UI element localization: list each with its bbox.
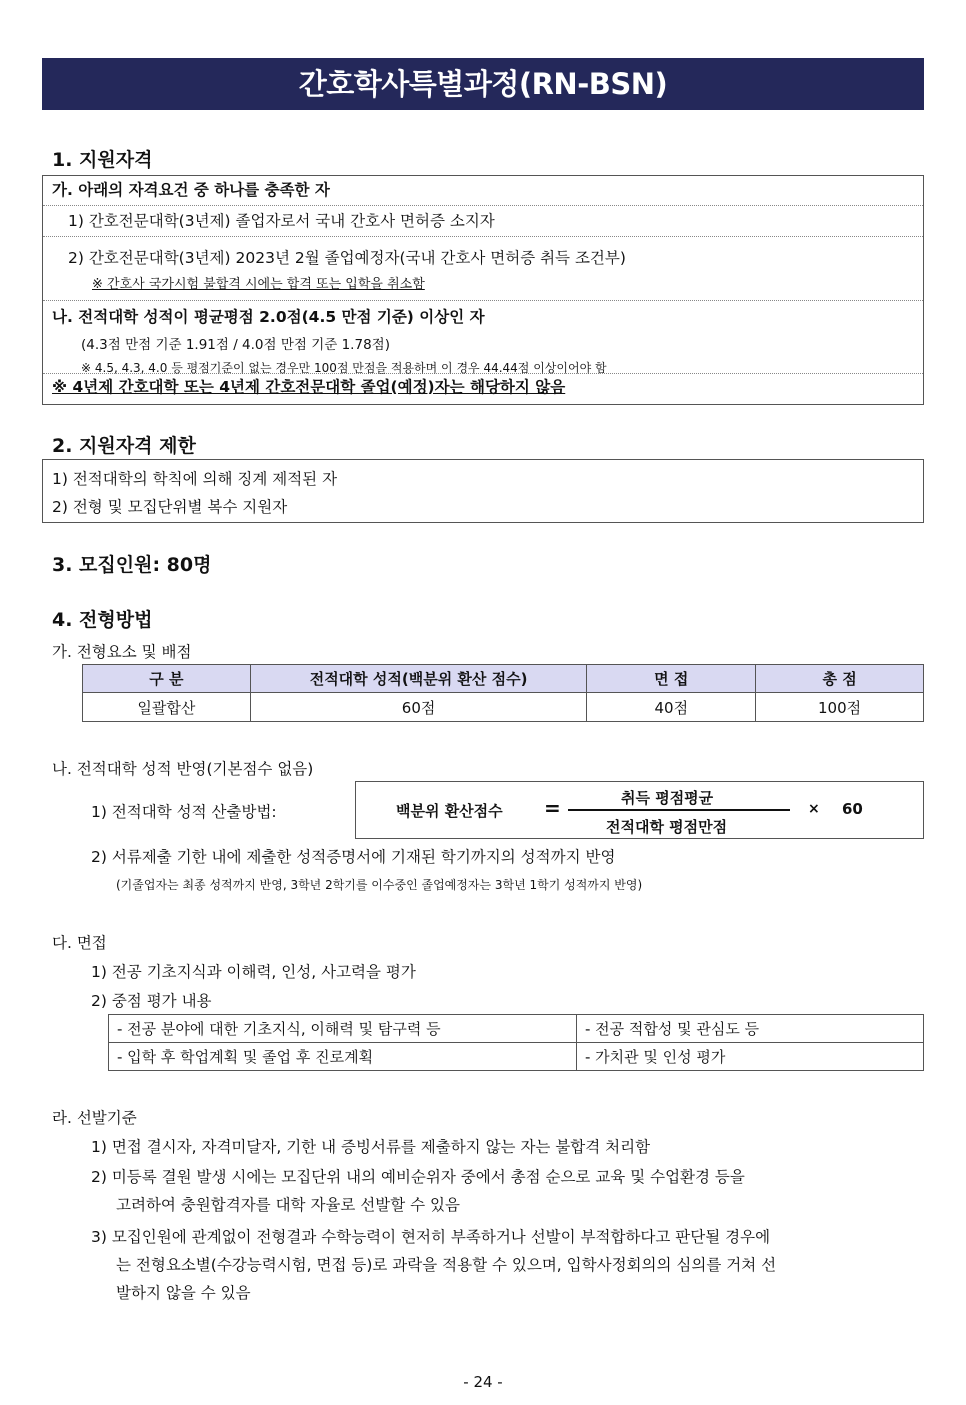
criteria-row [109,1015,924,1043]
restriction-box [42,459,924,523]
grade-formula [355,781,924,839]
eligibility-note: ※ 4년제 간호대학 또는 4년제 간호전문대학 졸업(예정)자는 해당하지 않음 [52,378,566,396]
page-number: - 24 - [463,1373,503,1391]
score-table [82,664,924,722]
section-3-heading: 3. 모집인원: 80명 [52,554,212,576]
interview-item-2: 2) 중점 평가 내용 [91,992,212,1010]
grade-reflect-note: (기졸업자는 최종 성적까지 반영, 3학년 2학기를 이수중인 졸업예정자는 3학년 1학기 성적까지 반영) [116,878,643,892]
eligibility-b-sub-2: ※ 4.5, 4.3, 4.0 등 평점기준이 없는 경우만 100점 만점을 적용하며 이 경우 44.44점 이상이어야 함 [81,361,607,375]
interview-item-1: 1) 전공 기초지식과 이해력, 인성, 사고력을 평가 [91,963,416,981]
score-cell-category: 일괄합산 [83,693,251,722]
selection-criteria-item-3-line-2: 는 전형요소별(수강능력시험, 면접 등)로 과락을 적용할 수 있으며, 입학사정회의의 심의를 거쳐 선 [116,1256,777,1274]
restriction-item-1: 1) 전적대학의 학칙에 의해 징계 제적된 자 [52,470,338,488]
formula-equals: = [544,796,561,820]
formula-factor: 60 [842,800,863,818]
eligibility-b-sub-1: (4.3점 만점 기준 1.91점 / 4.0점 만점 기준 1.78점) [81,337,390,353]
eligibility-a-item-2 [43,237,923,301]
formula-denominator: 전적대학 평점만점 [606,818,728,836]
score-header-interview: 면 접 [587,665,756,693]
eligibility-a-item-1: 1) 간호전문대학(3년제) 졸업자로서 국내 간호사 면허증 소지자 [43,206,923,237]
interview-criteria-table [108,1014,924,1071]
criteria-cell: - 전공 분야에 대한 기초지식, 이해력 및 탐구력 등 [109,1015,577,1043]
score-table-row [83,693,924,722]
score-header-transcript: 전적대학 성적(백분위 환산 점수) [250,665,587,693]
eligibility-b-header: 나. 전적대학 성적이 평균평점 2.0점(4.5 만점 기준) 이상인 자 [52,308,485,326]
formula-lhs: 백분위 환산점수 [396,802,503,820]
eligibility-a-item-2-note: ※ 간호사 국가시험 불합격 시에는 합격 또는 입학을 취소함 [92,277,425,292]
restriction-item-2: 2) 전형 및 모집단위별 복수 지원자 [52,498,288,516]
section-1-heading: 1. 지원자격 [52,149,153,171]
eligibility-a-item-2-text: 2) 간호전문대학(3년제) 2023년 2월 졸업예정자(국내 간호사 면허증 취득 조건부) [68,249,626,267]
score-table-header [83,665,924,693]
score-cell-transcript: 60점 [250,693,587,722]
criteria-cell: - 가치관 및 인성 평가 [577,1043,924,1071]
section-2-heading: 2. 지원자격 제한 [52,435,196,457]
section-4-heading: 4. 전형방법 [52,609,153,631]
score-header-total: 총 점 [756,665,924,693]
selection-criteria-item-3-line-1: 3) 모집인원에 관계없이 전형결과 수학능력이 현저히 부족하거나 선발이 부적합하다고 판단될 경우에 [91,1228,771,1246]
formula-times: × [808,801,820,817]
selection-criteria-item-1: 1) 면접 결시자, 자격미달자, 기한 내 증빙서류를 제출하지 않는 자는 불합격 처리함 [91,1138,651,1156]
criteria-cell: - 입학 후 학업계획 및 졸업 후 진로계획 [109,1043,577,1071]
eligibility-b [43,301,923,374]
selection-criteria-item-2-line-2: 고려하여 충원합격자를 대학 자율로 선발할 수 있음 [116,1196,460,1214]
criteria-row [109,1043,924,1071]
formula-numerator: 취득 평점평균 [621,789,714,807]
eligibility-a-header: 가. 아래의 자격요건 중 하나를 충족한 자 [43,176,923,206]
selection-criteria-item-2-line-1: 2) 미등록 결원 발생 시에는 모집단위 내의 예비순위자 중에서 총점 순으로 교육 및 수업환경 등을 [91,1168,745,1186]
selection-a-label: 가. 전형요소 및 배점 [52,643,192,661]
selection-b-label: 나. 전적대학 성적 반영(기본점수 없음) [52,760,314,778]
interview-label: 다. 면접 [52,934,107,952]
grade-reflect-text: 2) 서류제출 기한 내에 제출한 성적증명서에 기재된 학기까지의 성적까지 반영 [91,848,616,866]
score-cell-total: 100점 [756,693,924,722]
grade-method-label: 1) 전적대학 성적 산출방법: [91,803,277,821]
score-cell-interview: 40점 [587,693,756,722]
criteria-cell: - 전공 적합성 및 관심도 등 [577,1015,924,1043]
page-title: 간호학사특별과정(RN-BSN) [42,58,924,110]
selection-criteria-label: 라. 선발기준 [52,1109,137,1127]
formula-fraction-bar [568,809,790,811]
score-header-category: 구 분 [83,665,251,693]
selection-criteria-item-3-line-3: 발하지 않을 수 있음 [116,1284,251,1302]
eligibility-box [42,175,924,405]
